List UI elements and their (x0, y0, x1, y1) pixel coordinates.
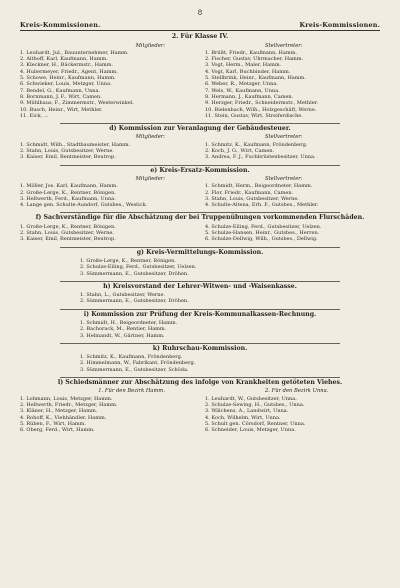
section-divider (60, 212, 340, 213)
list-item: 2. Stahn, Louis, Gutsbesitzer, Werne. (20, 148, 114, 155)
list-item: 1. Schmitz, K., Kaufmann, Fröndenberg. (205, 141, 308, 148)
document-page (20, 22, 380, 437)
section (20, 312, 380, 339)
list-item: 2. Flor, Friedr., Kaufmann, Camen. (205, 189, 294, 196)
list-item: 4. Rohoff, K., Viehhändler, Hamm. (20, 414, 107, 421)
list-item: 1. Lohmann, Louis, Metzger, Hamm. (20, 395, 113, 402)
list-item: 1. Leuhardt, W., Gutsbesitzer, Unna. (205, 395, 297, 402)
deputies-column (205, 388, 380, 433)
two-column-list (20, 176, 380, 208)
list-item: 2. Fischer, Gustav, Uhrmacher, Hamm. (205, 56, 304, 63)
list-item: 3. Kleckner, H., Bäckermstr., Hamm. (20, 62, 113, 69)
members-column (20, 43, 195, 120)
column-heading: 1. Für den Bezirk Hamm. (98, 388, 165, 395)
list-item: 4. Koch, Wilhelm, Wirt, Unna. (205, 414, 281, 421)
list-item: 1. Schmidt, Herm., Beigeordneter, Hamm. (205, 183, 313, 190)
list-item: 6. Schulze-Dellwig, Wilh., Gutsbes., Dellwig. (205, 236, 318, 243)
list-item: 5. Stellbrink, Heinr., Kaufmann, Hamm. (205, 75, 306, 82)
list-item: 3. Hellwerth, Ferd., Kaufmann, Unna. (20, 195, 116, 202)
deputies-column (205, 134, 380, 160)
members-column (20, 224, 195, 243)
list-item: 11. Eick, ... (20, 112, 49, 119)
section-title: f) Sachverständige für die Abschätzung der bei Truppenübungen vorkommenden Flurschäden. (35, 214, 365, 222)
column-heading: Stellvertreter: (265, 42, 303, 49)
list-item: 3. Helmandt, W., Gärtner, Hamm. (80, 332, 165, 339)
list-item: 2. Althoff, Karl, Kaufmann, Hamm. (20, 56, 108, 63)
list-item: 2. Stahn, Louis, Gutsbesitzer, Werne. (20, 230, 114, 237)
list-item: 4. Schulze-Eiling, Ferd., Gutsbesitzer, Uelzen. (205, 223, 322, 230)
section-title: l) Schiedsmänner zur Abschätzung des infolge von Krankheiten getöteten Viehes. (57, 379, 343, 387)
running-header (20, 22, 380, 28)
section (20, 168, 380, 209)
list-item: 1. Schmidt, Wilh., Stadtbaumeister, Hamm. (20, 141, 131, 148)
list-item: 1. Stahn, L., Gutsbesitzer, Werne. (80, 292, 166, 299)
sections-container (20, 34, 380, 433)
list-item: 2. Sümmermann, E., Gutsbesitzer, Dröhen. (80, 298, 189, 305)
list-item: 5. Schowe, Heinr., Kaufmann, Hamm. (20, 75, 116, 82)
section (20, 380, 380, 433)
list-item: 3. Andrea, F. J., Fuchbrüstenbesitzer, Unna. (205, 154, 316, 161)
list-item: 7. Wels, W., Kaufmann, Unna. (205, 87, 280, 94)
section (20, 215, 380, 242)
member-list (20, 320, 380, 339)
list-item: 3. Wälchens, A., Landwirt, Unna. (205, 408, 289, 415)
list-item: 1. Leuhardt, Jul., Bauunternehmer, Hamm. (20, 49, 129, 56)
list-item: 5. Schult gen. Cörsdorf, Rentner, Unna. (205, 420, 306, 427)
list-item: 9. Herzger, Friedr., Schneidermstr., Methler. (205, 100, 319, 107)
running-header-right: Kreis-Kommissionen. (299, 21, 380, 29)
deputies-column (205, 176, 380, 208)
list-item: 3. Kaiser, Emil, Rentmeister, Beutrop. (20, 236, 116, 243)
column-heading: 2. Für den Bezirk Unna. (265, 388, 329, 395)
list-item: 2. Schulze-Eiling, Ferd., Gutsbesitzer, Uelzen. (80, 264, 197, 271)
section-divider (60, 123, 340, 124)
section-title: g) Kreis-Vermittelungs-Kommission. (136, 248, 264, 256)
section-divider (60, 247, 340, 248)
column-heading: Stellvertreter: (265, 175, 303, 182)
page-number: 8 (197, 9, 203, 17)
list-item: 3. Kaiser, Emil, Rentmeister, Beutrop. (20, 154, 116, 161)
member-list (20, 50, 195, 119)
section (20, 250, 380, 277)
member-list (205, 396, 380, 434)
list-item: 2. Große-Lerge, K., Rentner, Bönigen. (20, 189, 116, 196)
member-list (20, 142, 195, 161)
section-title: d) Kommission zur Veranlagung der Gebäudesteuer. (109, 125, 291, 133)
list-item: 11. Stein, Gustav, Wirt, Streiferdische. (205, 112, 303, 119)
list-item: 2. Koch, J. G., Wirt, Camen. (205, 148, 275, 155)
member-list (20, 354, 380, 373)
two-column-list (20, 224, 380, 243)
list-item: 1. Große-Lerge, K., Rentner, Bönigen. (80, 257, 176, 264)
two-column-list (20, 134, 380, 160)
list-item: 2. Himmelmann, W., Fabrikant, Fröndenberg. (80, 360, 196, 367)
list-item: 6. Oberg, Ferd., Wirt, Hamm. (20, 427, 95, 434)
list-item: 3. Kläner, H., Metzger, Hamm. (20, 408, 98, 415)
list-item: 2. Schulze-Sewing, H., Gutsbes., Unna. (205, 401, 305, 408)
section-title: h) Kreisvorstand der Lehrer-Witwen- und -Waisenkasse. (103, 282, 297, 290)
section (20, 346, 380, 373)
list-item: 10. Busch, Heinr., Wirt, Methler. (20, 106, 103, 113)
list-item: 10. Bielenbach, Wilh., Holzgeschäft, Werne. (205, 106, 317, 113)
list-item: 3. Stahn, Louis, Gutsbesitzer, Werne. (205, 195, 299, 202)
list-item: 3. Vogt, Herm., Maler, Hamm. (205, 62, 282, 69)
column-heading: Mitglieder: (135, 42, 165, 49)
list-item: 3. Sümmermann, E., Gutsbesitzer, Schöda. (80, 366, 189, 373)
two-column-list (20, 43, 380, 120)
list-item: 3. Sümmermann, E., Gutsbesitzer, Dröhen. (80, 270, 189, 277)
running-header-left: Kreis-Kommissionen. (20, 21, 101, 29)
list-item: 9. Mühlhaus, F., Zimmermstr., Westerwinkel. (20, 100, 134, 107)
members-column (20, 176, 195, 208)
list-item: 4. Hubermeyer, Friedr., Agent, Hamm. (20, 68, 118, 75)
list-item: 4. Vogt, Karl, Buchbinder, Hamm. (205, 68, 291, 75)
list-item: 5. Rüben, F., Wirt, Hamm. (20, 420, 87, 427)
section-title: e) Kreis-Ersatz-Kommission. (150, 166, 250, 174)
deputies-column (205, 224, 380, 243)
member-list (20, 183, 195, 208)
member-list (205, 50, 380, 119)
list-item: 6. Schneider, Louis, Metzger, Unna. (205, 427, 296, 434)
members-column (20, 388, 195, 433)
member-list (205, 142, 380, 161)
list-item: 6. Weber, R., Metzger, Unna. (205, 81, 278, 88)
list-item: 1. Schmitz, K., Kaufmann, Fröndenberg. (80, 354, 183, 361)
section-title: 2. Für Klasse IV. (171, 33, 229, 41)
list-item: 8. Bornmann, J. F., Wirt, Camen. (20, 93, 102, 100)
member-list (20, 258, 380, 277)
section (20, 284, 380, 305)
section-divider (60, 281, 340, 282)
section-divider (60, 377, 340, 378)
list-item: 8. Hermann, J., Kaufmann, Camen. (205, 93, 294, 100)
section-title: i) Kommission zur Prüfung der Kreis-Kommunalkassen-Rechnung. (83, 310, 317, 318)
two-column-list (20, 388, 380, 433)
section-divider (60, 309, 340, 310)
deputies-column (205, 43, 380, 120)
list-item: 5. Schulze-Hansen, Heinr., Gutsbes., Herren. (205, 230, 320, 237)
member-list (20, 396, 195, 434)
column-heading: Mitglieder: (135, 175, 165, 182)
list-item: 6. Schwieker, Louis, Metzger, Unna. (20, 81, 112, 88)
member-list (205, 183, 380, 208)
list-item: 4. Lange gen. Schulte-Aundorf, Gutsbes., Westick. (20, 202, 148, 209)
section (20, 34, 380, 119)
list-item: 1. Brüßt, Friedr., Kaufmann, Hamm. (205, 49, 297, 56)
section-divider (60, 343, 340, 344)
member-list (20, 224, 195, 243)
members-column (20, 134, 195, 160)
header-rule (20, 30, 380, 31)
list-item: 1. Große-Lerge, K., Rentner, Bönigen. (20, 223, 116, 230)
list-item: 1. Möller, Jos. Karl, Kaufmann, Hamm. (20, 183, 118, 190)
list-item: 7. Bendel, G., Kaufmann, Unna. (20, 87, 101, 94)
section (20, 126, 380, 160)
list-item: 1. Schmidt, H., Beigeordneter, Hamm. (80, 319, 178, 326)
list-item: 2. Hellwerth, Friedr., Metzger, Hamm. (20, 401, 118, 408)
member-list (20, 292, 380, 305)
list-item: 4. Schulte-Altena, Erh. F., Gutsbes., Methler. (205, 202, 319, 209)
member-list (205, 224, 380, 243)
column-heading: Mitglieder: (135, 134, 165, 141)
column-heading: Stellvertreter: (265, 134, 303, 141)
list-item: 2. Bachorack, M., Rentier, Hamm. (80, 326, 167, 333)
section-title: k) Ruhrschau-Kommission. (152, 344, 248, 352)
section-divider (60, 165, 340, 166)
